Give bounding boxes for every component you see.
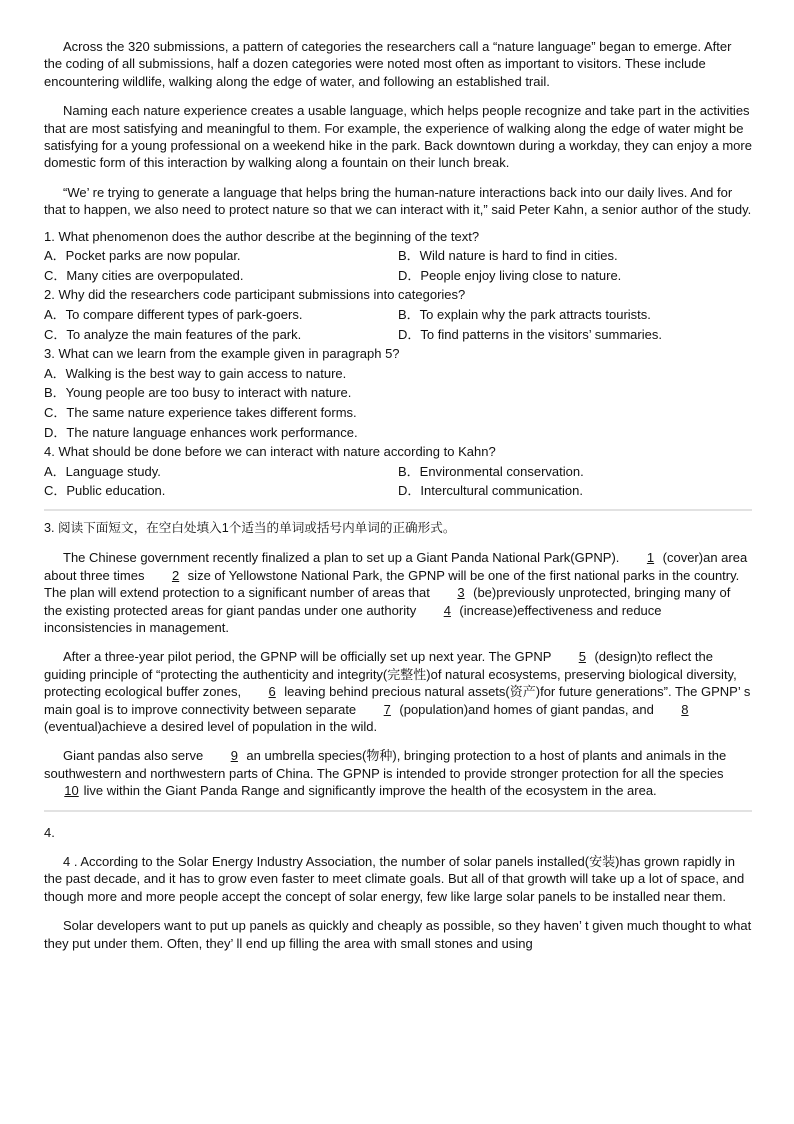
section4-paragraph-2: Solar developers want to put up panels as quickly and cheaply as possible, so they haven’ t given much thought to what they put under them. Often, they’ ll end up filling the area with small stones and using [44, 918, 752, 951]
question-1-options-row-1 [44, 246, 752, 266]
blank-2[interactable]: 2 [171, 567, 180, 583]
text-segment: (be)previously unprotected, bringing many of the existing protected areas for giant pandas under one authority [44, 585, 731, 618]
blank-3[interactable]: 3 [457, 585, 465, 601]
question-2-option-d[interactable]: D．To find patterns in the visitors’ summaries. [398, 326, 662, 342]
question-1-option-b[interactable]: B．Wild nature is hard to find in cities. [398, 248, 618, 264]
blank-10[interactable]: 10 [64, 783, 79, 799]
question-4-option-c[interactable]: C．Public education. [44, 483, 166, 499]
question-2-option-b[interactable]: B．To explain why the park attracts tourists. [398, 307, 651, 323]
blank-5[interactable]: 5 [578, 649, 586, 665]
question-1-option-a[interactable]: A．Pocket parks are now popular. [44, 248, 241, 264]
text-segment: The Chinese government recently finalized a plan to set up a Giant Panda National Park(GPNP). [63, 550, 624, 566]
document-page [44, 38, 752, 964]
question-4: 4. What should be done before we can interact with nature according to Kahn? [44, 444, 496, 460]
text-segment: live within the Giant Panda Range and significantly improve the health of the ecosystem in the area. [80, 783, 657, 799]
section3-paragraph-1 [44, 549, 752, 636]
question-4-options-row-2 [44, 481, 752, 501]
text-segment: (design)to reflect the guiding principle of “protecting the authenticity and integrity(完整性)of natural ecosystems, preserving biological diversity, protecting ecological buffer zones, [44, 649, 737, 700]
text-segment: (increase)effectiveness and reduce inconsistencies in management. [44, 602, 662, 635]
blank-1[interactable]: 1 [646, 550, 655, 566]
section3-paragraph-3 [44, 747, 752, 799]
question-3-option-a[interactable]: A．Walking is the best way to gain access to nature. [44, 365, 347, 381]
blank-4[interactable]: 4 [443, 602, 451, 618]
section4-paragraph-1: 4 . According to the Solar Energy Industry Association, the number of solar panels installed(安装)has grown rapidly in the past decade, and it has to grow even faster to meet climate goals. But all of that growth will take up a lot of space, and though more and more people accept the concept of solar energy, few like large solar panels to be installed near them. [44, 854, 745, 904]
question-2-option-c[interactable]: C．To analyze the main features of the park. [44, 326, 302, 342]
text-segment: leaving behind precious natural assets(资产)for future generations”. The GPNP’ s main goal is to improve connectivity between separate [44, 684, 751, 717]
text-segment: (eventual)achieve a desired level of population in the wild. [44, 719, 378, 735]
question-4-options-row-1 [44, 462, 752, 482]
section-divider-2 [44, 810, 752, 812]
question-3-option-b[interactable]: B．Young people are too busy to interact with nature. [44, 385, 352, 401]
blank-7[interactable]: 7 [383, 701, 391, 717]
blank-8[interactable]: 8 [681, 701, 689, 717]
section-divider-1 [44, 509, 752, 511]
question-3: 3. What can we learn from the example given in paragraph 5? [44, 346, 400, 362]
question-4-option-d[interactable]: D．Intercultural communication. [398, 483, 583, 499]
question-1-option-c[interactable]: C．Many cities are overpopulated. [44, 267, 244, 283]
question-1: 1. What phenomenon does the author describe at the beginning of the text? [44, 228, 480, 244]
passage1-paragraph-3: “We’ re trying to generate a language that helps bring the human-nature interactions back into our daily lives. And for that to happen, we also need to protect nature so that we can interact with it,” said Peter Kahn, a senior author of the study. [44, 184, 752, 218]
question-1-options-row-2 [44, 266, 752, 286]
question-block [44, 227, 752, 501]
question-4-option-b[interactable]: B．Environmental conservation. [398, 463, 584, 479]
question-2-options-row-1 [44, 305, 752, 325]
section4-number: 4. [44, 824, 55, 840]
question-2: 2. Why did the researchers code participant submissions into categories? [44, 287, 466, 303]
question-2-options-row-2 [44, 325, 752, 345]
passage1-paragraph-2: Naming each nature experience creates a usable language, which helps people recognize and take part in the activities that are most satisfying and meaningful to them. For example, the experience of walking along the edge of water might be satisfying for a young professional on a weekend hike in the park. Back downtown during a workday, they can enjoy a more domestic form of this interaction by walking along a fountain on their lunch break. [44, 103, 752, 171]
question-3-option-c[interactable]: C．The same nature experience takes different forms. [44, 405, 357, 420]
blank-6[interactable]: 6 [268, 684, 276, 700]
blank-9[interactable]: 9 [230, 748, 238, 764]
text-segment: size of Yellowstone National Park, the GPNP will be one of the first national parks in the country. The plan will extend protection to a significant number of areas that [44, 567, 740, 601]
question-4-option-a[interactable]: A．Language study. [44, 463, 161, 479]
passage1-paragraph-1: Across the 320 submissions, a pattern of categories the researchers call a “nature language” began to emerge. After the coding of all submissions, half a dozen categories were noted most often as important to visitors. These include encountering wildlife, walking along the edge of water, and following an established trail. [44, 39, 732, 89]
text-segment: (cover)an area about three times [44, 550, 748, 583]
text-segment: Giant pandas also serve [63, 748, 207, 764]
text-segment: (population)and homes of giant pandas, and [395, 701, 658, 717]
question-2-option-a[interactable]: A．To compare different types of park-goers. [44, 307, 303, 323]
section3-heading: 3. 阅读下面短文，在空白处填入1个适当的单词或括号内单词的正确形式。 [44, 520, 456, 535]
text-segment: an umbrella species(物种), bringing protection to a host of plants and animals in the southwestern and northwestern parts of China. The GPNP is intended to provide stronger protection for all the species [44, 748, 727, 781]
text-segment: After a three-year pilot period, the GPNP will be officially set up next year. The GPNP [63, 649, 555, 665]
question-3-option-d[interactable]: D．The nature language enhances work performance. [44, 424, 358, 440]
section3-paragraph-2 [44, 648, 752, 735]
question-1-option-d[interactable]: D．People enjoy living close to nature. [398, 267, 622, 283]
